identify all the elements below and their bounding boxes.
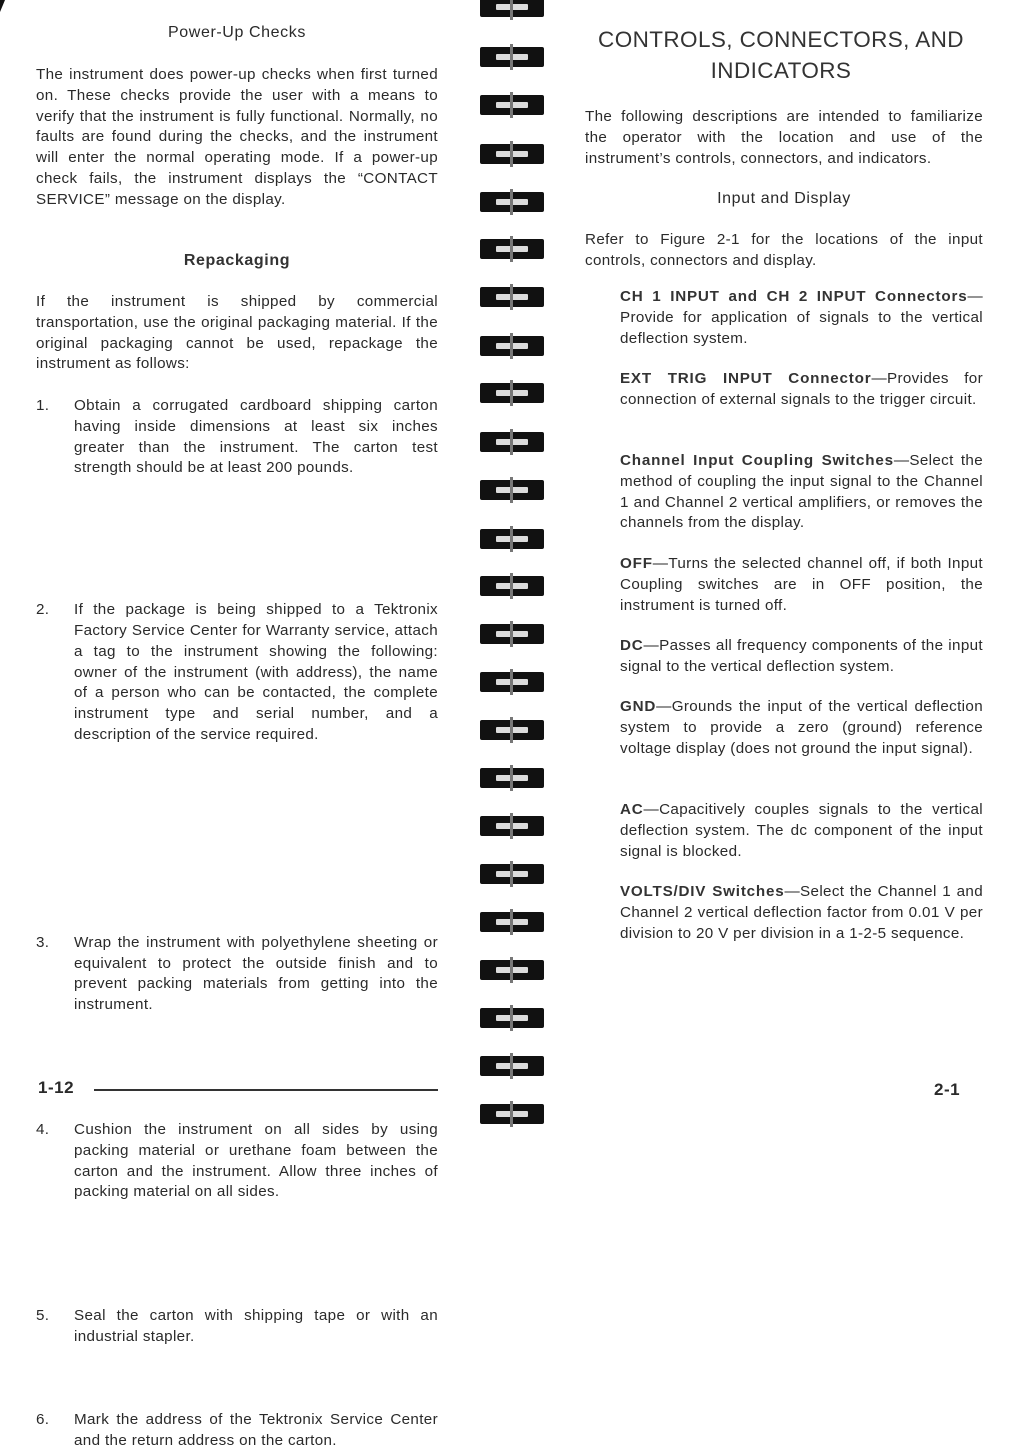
entry-off <box>620 554 983 616</box>
entry-description: —Turns the selected channel off, if both Input Coupling switches are in OFF position, the instrument is turned off. <box>620 555 983 614</box>
binding-coil <box>480 189 544 215</box>
step-number: 4. <box>36 1120 50 1138</box>
step-text: Wrap the instrument with polyethylene sheeting or equivalent to protect the outside finish and to prevent packing materials from getting into the instrument. <box>74 933 438 1014</box>
step-text: Cushion the instrument on all sides by using packing material or urethane foam between the carton and the instrument. Allow three inches of packing material on all sides. <box>74 1120 438 1201</box>
entry-description: —Provide for application of signals to the vertical deflection system. <box>620 288 983 347</box>
repackaging-step-3 <box>36 933 438 1016</box>
binding-coil <box>480 909 544 935</box>
section-title <box>572 24 990 86</box>
step-text: If the package is being shipped to a Tektronix Factory Service Center for Warranty service, attach a tag to the instrument showing the following: owner of the instrument (with address), the name of a person who can be contacted, the complete instrument type and serial number, and a description of the service required. <box>74 601 438 743</box>
binding-coil <box>480 573 544 599</box>
entry-term: Channel Input Coupling Switches <box>620 452 894 469</box>
repackaging-step-4 <box>36 1120 438 1203</box>
binding-coil <box>480 1053 544 1079</box>
binding-coil <box>480 429 544 455</box>
entry-term: VOLTS/DIV Switches <box>620 883 785 900</box>
input-display-intro: Refer to Figure 2-1 for the locations of the input controls, connectors and display. <box>585 231 983 269</box>
step-number: 3. <box>36 933 50 951</box>
entry-description: —Capacitively couples signals to the vertical deflection system. The dc component of the input signal is blocked. <box>620 801 983 860</box>
entry-term: EXT TRIG INPUT Connector <box>620 370 872 387</box>
page-number-left: 1-12 <box>38 1078 75 1097</box>
repackaging-heading: Repackaging <box>183 252 291 269</box>
input-display-heading: Input and Display <box>717 190 851 207</box>
entry-ext-trig-input <box>620 369 983 411</box>
entry-term: GND <box>620 698 657 715</box>
binding-coil <box>480 284 544 310</box>
entry-dc <box>620 636 983 678</box>
repackaging-paragraph: If the instrument is shipped by commercial transportation, use the original packaging material. If the original packaging cannot be used, repackage the instrument as follows: <box>36 293 438 373</box>
step-number: 1. <box>36 397 50 414</box>
entry-channel-input-coupling <box>620 451 983 534</box>
step-text: Obtain a corrugated cardboard shipping carton having inside dimensions at least six inches greater than the instrument. The carton test strength should be at least 200 pounds. <box>74 397 438 477</box>
power-up-checks-paragraph: The instrument does power-up checks when first turned on. These checks provide the user with a means to verify that the instrument is fully functional. Normally, no faults are found during the checks, and the instrument will enter the normal operating mode. If a power-up check fails, the instrument displays the “CONTACT SERVICE” message on the display. <box>36 66 438 208</box>
entry-term: OFF <box>620 555 653 572</box>
entry-volts-div <box>620 882 983 944</box>
step-number: 5. <box>36 1307 50 1325</box>
binding-coil <box>480 957 544 983</box>
repackaging-step-6 <box>36 1410 438 1451</box>
entry-description: —Grounds the input of the vertical deflection system to provide a zero (ground) reference voltage display (does not ground the input signal). <box>620 698 983 757</box>
step-number: 2. <box>36 601 50 619</box>
step-number: 6. <box>36 1410 50 1428</box>
binding-coil <box>480 669 544 695</box>
binding-coil <box>480 380 544 406</box>
step-text: Seal the carton with shipping tape or with an industrial stapler. <box>74 1307 438 1345</box>
binding-coil <box>480 141 544 167</box>
binding-coil <box>480 477 544 503</box>
binding-coil <box>480 1101 544 1127</box>
binding-coil <box>480 861 544 887</box>
corner-mark <box>0 0 5 12</box>
binding-coil <box>480 526 544 552</box>
entry-ch-input-connectors <box>620 287 983 349</box>
repackaging-step-2 <box>36 600 438 746</box>
footer-rule <box>94 1089 438 1091</box>
repackaging-step-1 <box>36 396 438 479</box>
left-page <box>0 0 480 1449</box>
entry-description: —Passes all frequency components of the input signal to the vertical deflection system. <box>620 637 983 675</box>
entry-term: AC <box>620 801 644 818</box>
section-title-line-1: CONTROLS, CONNECTORS, AND <box>598 27 964 52</box>
binding-coil <box>480 717 544 743</box>
step-text: Mark the address of the Tektronix Service Center and the return address on the carton. <box>74 1410 438 1449</box>
binding-coil <box>480 1005 544 1031</box>
entry-ac <box>620 800 983 862</box>
section-title-line-2: INDICATORS <box>710 58 852 83</box>
binding-coil <box>480 813 544 839</box>
entry-gnd <box>620 697 983 759</box>
power-up-checks-heading: Power-Up Checks <box>168 24 306 41</box>
binding-coil <box>480 333 544 359</box>
entry-term: CH 1 INPUT and CH 2 INPUT Connectors <box>620 288 968 305</box>
binding-coil <box>480 44 544 70</box>
binding-coil <box>480 765 544 791</box>
entry-description: —Select the method of coupling the input signal to the Channel 1 and Channel 2 vertical amplifiers, or removes the channels from the display. <box>620 452 983 532</box>
binding-coil <box>480 92 544 118</box>
binding-coil <box>480 621 544 647</box>
entry-description: —Select the Channel 1 and Channel 2 vertical deflection factor from 0.01 V per division to 20 V per division in a 1-2-5 sequence. <box>620 883 983 942</box>
binding-coil <box>480 236 544 262</box>
intro-paragraph: The following descriptions are intended to familiarize the operator with the location and use of the instrument’s controls, connectors, and indicators. <box>585 108 983 167</box>
spiral-binding <box>472 0 552 1120</box>
entry-description: —Provides for connection of external signals to the trigger circuit. <box>620 370 983 408</box>
binding-coil <box>480 0 544 20</box>
page-number-right: 2-1 <box>934 1080 961 1099</box>
entry-term: DC <box>620 637 644 654</box>
repackaging-step-5 <box>36 1306 438 1348</box>
